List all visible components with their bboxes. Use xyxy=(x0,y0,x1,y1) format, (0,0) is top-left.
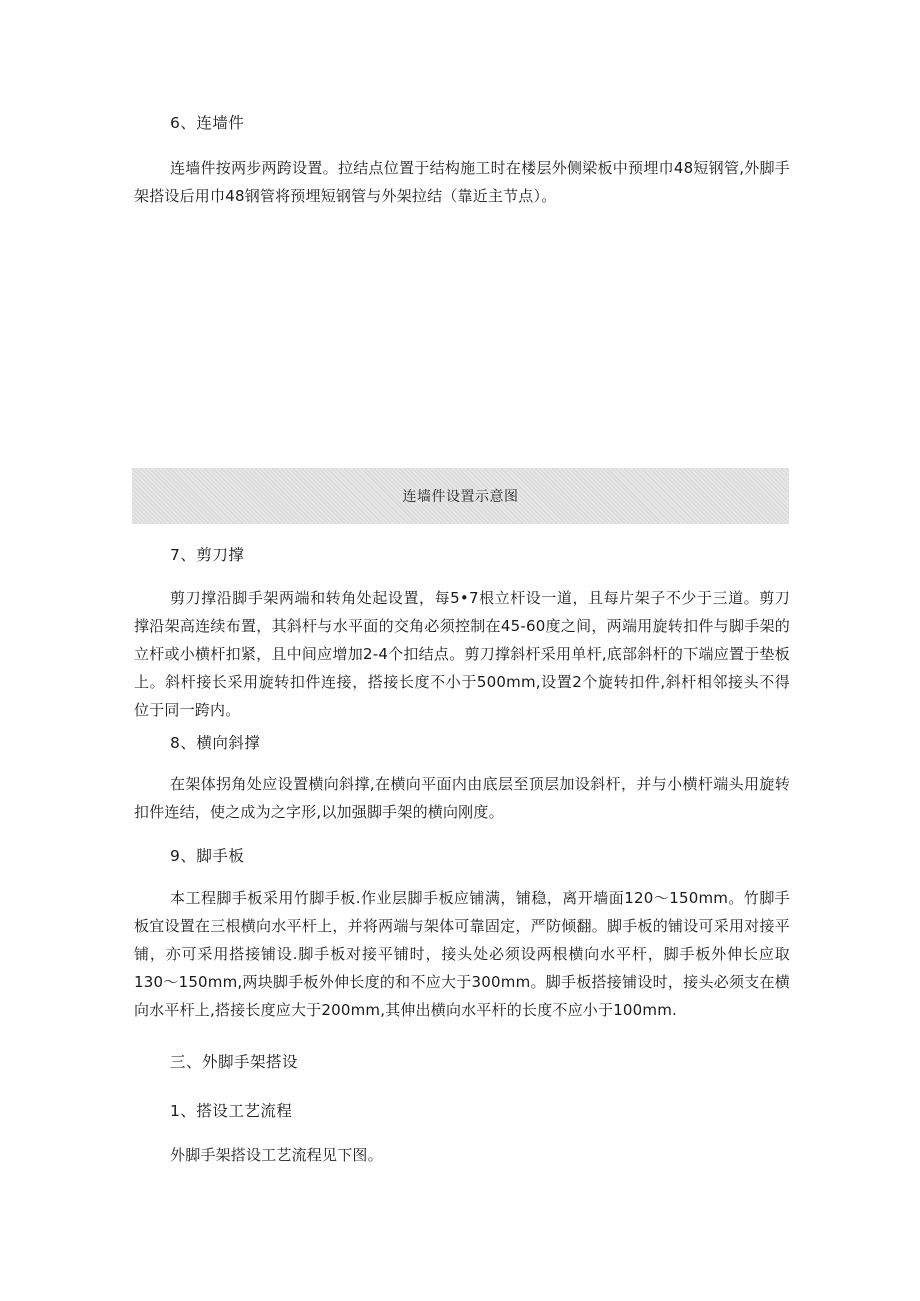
section-6-heading: 6、连墙件 xyxy=(170,114,245,132)
subsection-1-heading: 1、搭设工艺流程 xyxy=(170,1102,293,1120)
section-7-paragraph: 剪刀撑沿脚手架两端和转角处起设置，每5•7根立杆设一道，且每片架子不少于三道。剪刀撑沿架高连续布置，其斜杆与水平面的交角必须控制在45-60度之间，两端用旋转扣件与脚手架的立杆或小横杆扣紧，且中间应增加2-4个扣结点。剪刀撑斜杆采用单杆,底部斜杆的下端应置于垫板上。斜杆接长采用旋转扣件连接，搭接长度不小于500mm,设置2个旋转扣件,斜杆相邻接头不得位于同一跨内。 xyxy=(134,589,790,719)
part-3-heading: 三、外脚手架搭设 xyxy=(170,1053,299,1071)
figure-caption: 连墙件设置示意图 xyxy=(402,489,519,505)
section-9-paragraph: 本工程脚手板采用竹脚手板.作业层脚手板应铺满，铺稳，离开墙面120～150mm。竹脚手板宜设置在三根横向水平杆上，并将两端与架体可靠固定，严防倾翻。脚手板的铺设可采用对接平铺，亦可采用搭接铺设.脚手板对接平铺时，接头处必须设两根横向水平杆，脚手板外伸长应取130～150mm,两块脚手板外伸长度的和不应大于300mm。脚手板搭接铺设时，接头必须支在横向水平杆上,搭接长度应大于200mm,其伸出横向水平杆的长度不应小于100mm. xyxy=(134,889,790,1019)
section-9-heading: 9、脚手板 xyxy=(170,847,245,865)
section-7-heading: 7、剪刀撑 xyxy=(170,546,245,564)
section-6-paragraph: 连墙件按两步两跨设置。拉结点位置于结构施工时在楼层外侧梁板中预埋巾48短钢管,外脚手架搭设后用巾48钢管将预埋短钢管与外架拉结（靠近主节点）。 xyxy=(134,159,790,205)
subsection-1-paragraph: 外脚手架搭设工艺流程见下图。 xyxy=(170,1146,383,1164)
section-8-paragraph: 在架体拐角处应设置横向斜撑,在横向平面内由底层至顶层加设斜杆，并与小横杆端头用旋转扣件连结，使之成为之字形,以加强脚手架的横向刚度。 xyxy=(134,775,790,821)
section-8-heading: 8、横向斜撑 xyxy=(170,734,261,752)
figure-placeholder xyxy=(132,468,789,524)
